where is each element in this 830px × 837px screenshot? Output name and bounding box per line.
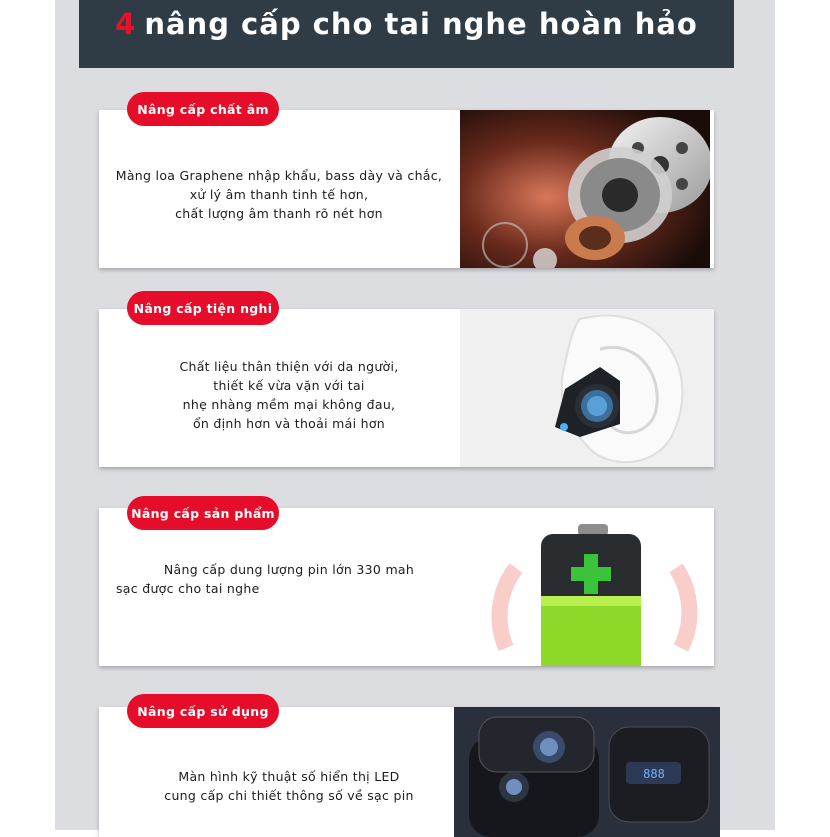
description-line: Màn hình kỹ thuật số hiển thị LED [178, 769, 400, 784]
title-number: 4 [115, 7, 137, 41]
earbud-in-ear-image [460, 309, 714, 467]
section-label-comfort: Nâng cấp tiện nghi [127, 291, 279, 325]
section-label-product: Nâng cấp sản phẩm [127, 496, 279, 530]
description-line: Nâng cấp dung lượng pin lớn 330 mah [163, 562, 415, 577]
description-line: sạc được cho tai nghe [116, 581, 260, 596]
description-line: xử lý âm thanh tinh tế hơn, [189, 187, 369, 202]
page-title [115, 7, 698, 41]
feature-card-battery [99, 508, 714, 666]
description-line: ổn định hơn và thoải mái hơn [192, 416, 386, 431]
description-line: cung cấp chi thiết thông số về sạc pin [164, 788, 414, 803]
description-line: nhẹ nhàng mềm mại không đau, [182, 397, 396, 412]
charging-case-image [454, 707, 720, 837]
speaker-driver-image [460, 110, 710, 268]
description-line: Màng loa Graphene nhập khẩu, bass dày và chắc, [115, 168, 443, 183]
page-header [79, 0, 734, 68]
feature-description [109, 767, 469, 805]
feature-description [99, 166, 459, 223]
description-line: thiết kế vừa vặn với tai [213, 378, 365, 393]
battery-image [456, 508, 714, 666]
svg-text:888: 888 [643, 767, 665, 781]
feature-card-sound [99, 110, 714, 268]
feature-description [109, 560, 469, 598]
title-text: nâng cấp cho tai nghe hoàn hảo [144, 7, 698, 41]
description-line: Chất liệu thân thiện với da người, [179, 359, 399, 374]
description-line: chất lượng âm thanh rõ nét hơn [175, 206, 383, 221]
section-label-sound: Nâng cấp chất âm [127, 92, 279, 126]
feature-description [109, 357, 469, 433]
section-label-usage: Nâng cấp sử dụng [127, 694, 279, 728]
feature-card-comfort [99, 309, 714, 467]
